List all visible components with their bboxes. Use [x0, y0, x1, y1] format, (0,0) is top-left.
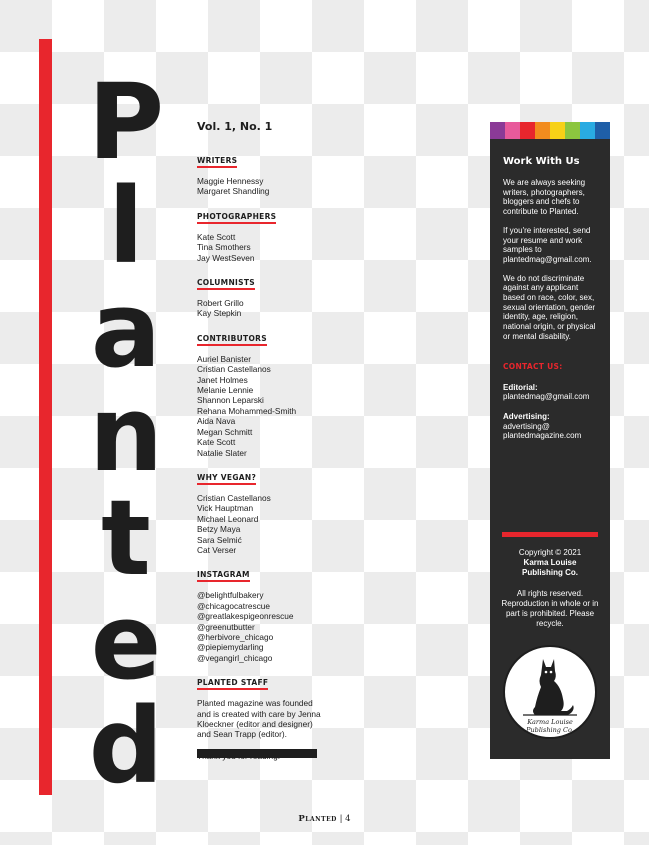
rights-notice: All rights reserved. Reproduction in whole or in part is prohibited. Please recycle. [501, 589, 599, 628]
list-item: Rehana Mohammed-Smith [197, 405, 297, 416]
rainbow-stripe [490, 122, 610, 139]
work-with-us-sidebar [490, 122, 610, 759]
list-item: Janet Holmes [197, 374, 248, 385]
masthead [197, 120, 447, 770]
list-item: Auriel Banister [197, 353, 251, 364]
list-item: Kate Scott [197, 437, 236, 448]
page-number: 4 [345, 814, 351, 824]
list-item: Shannon Leparski [197, 395, 264, 406]
title-letter: a [90, 269, 162, 391]
list-item: Maggie Hennessy [197, 176, 264, 186]
rainbow-swatch [520, 122, 535, 139]
cat-silhouette-icon [505, 647, 595, 737]
publisher-name: Publishing Co. [522, 568, 578, 577]
advertising-email-link[interactable] [503, 422, 597, 441]
rainbow-swatch [595, 122, 610, 139]
list-item: Kate Scott [197, 231, 236, 242]
staff-description: Planted magazine was founded and is created with care by Jenna Kloeckner (editor and designer) and Sean Trapp (editor). [197, 698, 321, 740]
title-letter: P [87, 61, 165, 183]
list-item: Vick Hauptman [197, 503, 254, 514]
section-heading: PLANTED STAFF [197, 678, 268, 690]
masthead-section-instagram [197, 564, 447, 663]
title-letter: t [101, 477, 151, 599]
instagram-handle: @chicagocatrescue [197, 600, 270, 611]
masthead-section-photographers [197, 206, 447, 263]
sidebar-red-divider [502, 532, 598, 537]
masthead-section-writers [197, 150, 447, 197]
sidebar-paragraph: If you're interested, send your resume and work samples to plantedmag@gmail.com. [503, 225, 592, 264]
list-item: Cristian Castellanos [197, 364, 271, 375]
publisher-name: Karma Louise [523, 558, 577, 567]
list-item: Cat Verser [197, 544, 237, 555]
footer-publication: Planted [298, 814, 337, 824]
rainbow-swatch [550, 122, 565, 139]
section-heading: WHY VEGAN? [197, 473, 256, 485]
rainbow-swatch [505, 122, 520, 139]
rainbow-swatch [535, 122, 550, 139]
sidebar-paragraph: We do not discriminate against any applicant based on race, color, sex, sexual orientation, gender identity, age, religion, national origin, or physical or mental disability. [503, 273, 596, 341]
instagram-handle: @herbivore_chicago [197, 631, 274, 642]
rainbow-swatch [580, 122, 595, 139]
logo-text: Karma Louise [527, 718, 573, 726]
list-item: Betzy Maya [197, 524, 241, 535]
section-heading: COLUMNISTS [197, 278, 255, 290]
red-vertical-bar [39, 39, 52, 795]
instagram-handle: @piepiemydarling [197, 642, 264, 653]
title-letter: n [88, 373, 164, 495]
karma-louise-cat-logo-icon [503, 645, 597, 739]
title-letter: d [88, 685, 164, 807]
section-heading: WRITERS [197, 156, 237, 168]
masthead-section-contributors [197, 328, 447, 458]
volume-label: Vol. 1, No. 1 [197, 120, 273, 133]
list-item: Aida Nava [197, 416, 236, 427]
masthead-section-why-vegan [197, 467, 447, 555]
advertising-email-part: advertising@ [503, 421, 550, 431]
copyright-line: Copyright © 2021 [518, 548, 582, 557]
section-heading: INSTAGRAM [197, 570, 250, 582]
page-footer [0, 814, 649, 824]
contact-heading: CONTACT US: [503, 361, 563, 371]
title-letter: e [90, 581, 162, 703]
list-item: Robert Grillo [197, 298, 244, 309]
rainbow-swatch [565, 122, 580, 139]
instagram-handle: @greenutbutter [197, 621, 255, 632]
section-heading: PHOTOGRAPHERS [197, 212, 276, 224]
advertising-label: Advertising: [503, 411, 550, 421]
staff-divider-bar [197, 749, 317, 758]
list-item: Cristian Castellanos [197, 492, 271, 503]
list-item: Jay WestSeven [197, 252, 255, 263]
list-item: Michael Leonard [197, 513, 259, 524]
rainbow-swatch [490, 122, 505, 139]
footer-separator: | [339, 814, 343, 824]
instagram-handle: @vegangirl_chicago [197, 652, 273, 663]
section-heading: CONTRIBUTORS [197, 334, 267, 346]
editorial-label: Editorial: [503, 382, 538, 392]
instagram-handle: @belightfulbakery [197, 590, 264, 601]
list-item: Tina Smothers [197, 242, 251, 253]
masthead-section-columnists [197, 272, 447, 319]
title-letter: l [108, 165, 144, 287]
sidebar-title: Work With Us [503, 156, 580, 167]
instagram-handle: @greatlakespigeonrescue [197, 611, 294, 622]
list-item: Sara Selmić [197, 534, 242, 545]
list-item: Margaret Shandling [197, 186, 270, 197]
list-item: Megan Schmitt [197, 426, 253, 437]
logo-text: Publishing Co. [526, 726, 574, 734]
masthead-section-staff [197, 672, 447, 761]
vertical-title-planted [80, 61, 172, 807]
advertising-email-part: plantedmagazine.com [503, 431, 582, 441]
list-item: Melanie Lennie [197, 385, 254, 396]
list-item: Natalie Slater [197, 447, 247, 458]
copyright-block [498, 548, 602, 629]
editorial-email-link[interactable]: plantedmag@gmail.com [503, 392, 590, 402]
sidebar-paragraph: We are always seeking writers, photographers, bloggers and chefs to contribute to Planted. [503, 178, 586, 217]
list-item: Kay Stepkin [197, 308, 242, 319]
